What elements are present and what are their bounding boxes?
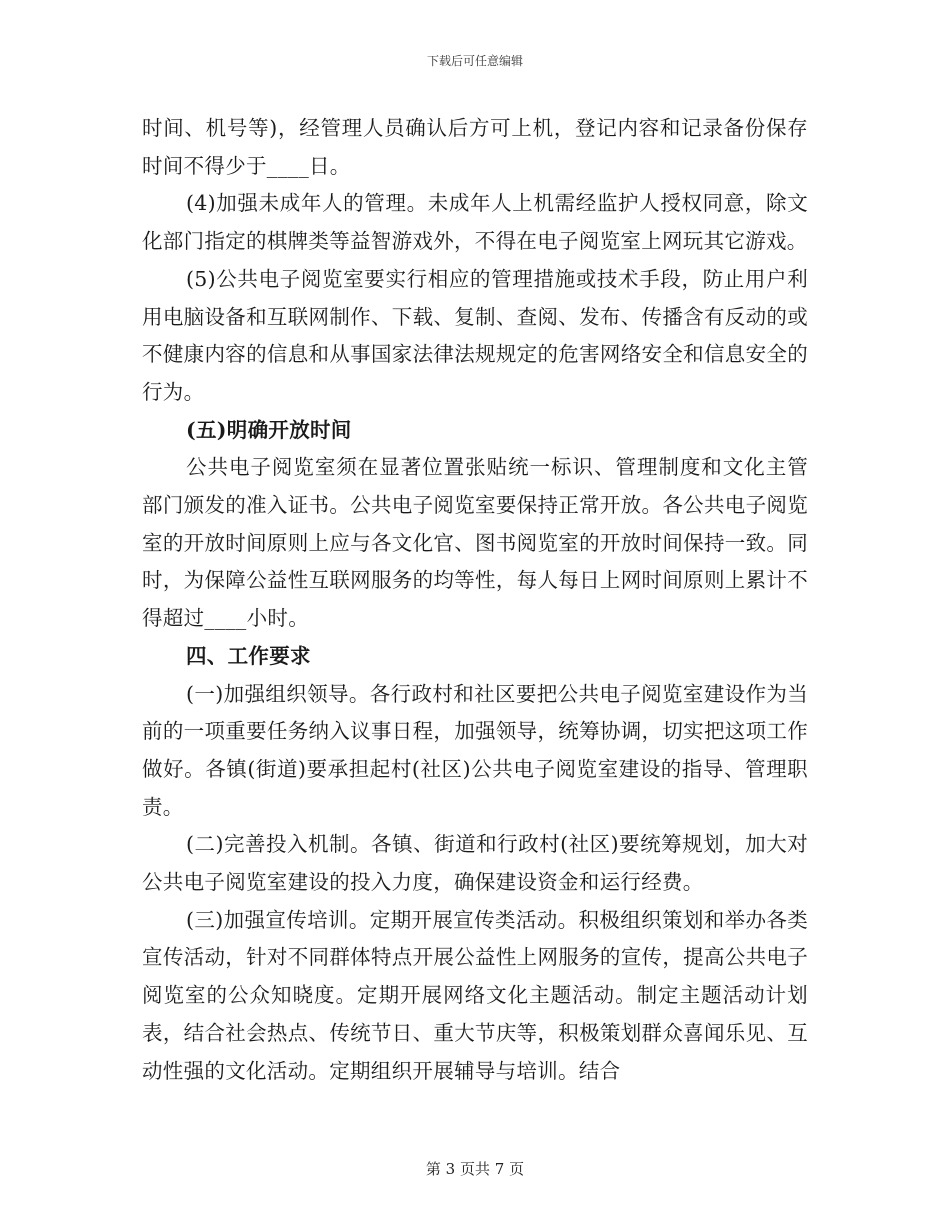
section-heading-opening-hours: (五)明确开放时间 [186, 417, 352, 442]
paragraph-investment-mechanism: (二)完善投入机制。各镇、街道和行政村(社区)要统筹规划，加大对公共电子阅览室建设的投入力度，确保建设资金和运行经费。 [142, 832, 808, 895]
paragraph-minors-management: (4)加强未成年人的管理。未成年人上机需经监护人授权同意，除文化部门指定的棋牌类等益智游戏外，不得在电子阅览室上网玩其它游戏。 [142, 191, 808, 254]
paragraph-publicity-training: (三)加强宣传培训。定期开展宣传类活动。积极组织策划和举办各类宣传活动，针对不同群体特点开展公益性上网服务的宣传，提高公共电子阅览室的公众知晓度。定期开展网络文化主题活动。制定主题活动计划表，结合社会热点、传统节日、重大节庆等，积极策划群众喜闻乐见、互动性强的文化活动。定期组织开展辅导与培训。结合 [142, 907, 808, 1083]
paragraph-record-retention: 时间、机号等)，经管理人员确认后方可上机，登记内容和记录备份保存时间不得少于____日。 [142, 116, 808, 178]
page-footer: 第 3 页共 7 页 [425, 1160, 525, 1178]
paragraph-opening-hours: 公共电子阅览室须在显著位置张贴统一标识、管理制度和文化主管部门颁发的准入证书。公共电子阅览室要保持正常开放。各公共电子阅览室的开放时间原则上应与各文化官、图书阅览室的开放时间保持一致。同时，为保障公益性互联网服务的均等性，每人每日上网时间原则上累计不得超过____小时。 [142, 455, 808, 631]
document-body [142, 110, 808, 1090]
page-header: 下载后可任意编辑 [426, 54, 523, 68]
section-heading-work-requirements: 四、工作要求 [186, 643, 311, 668]
paragraph-technical-measures: (5)公共电子阅览室要实行相应的管理措施或技术手段，防止用户利用电脑设备和互联网制作、下载、复制、查阅、发布、传播含有反动的或不健康内容的信息和从事国家法律法规规定的危害网络安全和信息安全的行为。 [142, 266, 808, 404]
paragraph-organization-leadership: (一)加强组织领导。各行政村和社区要把公共电子阅览室建设作为当前的一项重要任务纳入议事日程，加强领导，统筹协调，切实把这项工作做好。各镇(街道)要承担起村(社区)公共电子阅览室建设的指导、管理职责。 [142, 681, 808, 819]
